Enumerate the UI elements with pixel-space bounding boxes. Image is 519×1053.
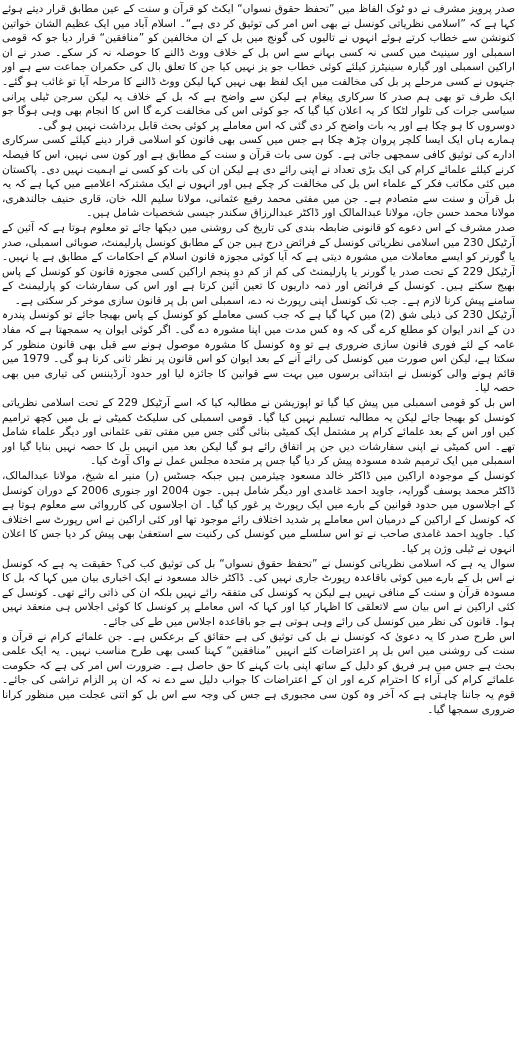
article-paragraph-6: کونسل کے موجودہ اراکین میں ڈاکٹر خالد مسعود چیئرمین ہیں جبکہ جسٹس (ر) منیر اے شیخ، مولانا عبدالمالک، ڈاکٹر محمد یوسف گورایہ، جاوید احمد غامدی اور دیگر شامل ہیں۔ جون 2004 اور جنوری 2006 کے دوران کونسل کے اجلاسوں میں حدود قوانین کے بارے میں ایک رپورٹ پر غور کیا گیا۔ ان اجلاسوں کی کارروائی سے معلوم ہوتا ہے کہ کونسل کے اراکین کے درمیان اس معاملے پر شدید اختلاف رائے موجود تھا اور کئی اراکین نے اس رپورٹ سے اختلاف کیا۔ جاوید احمد غامدی صاحب نے تو اس سلسلے میں کونسل کی رکنیت سے استعفیٰ بھی پیش کر دیا جس کا اعلان انہوں نے ٹیلی وژن پر کیا۔ xyxy=(2,470,515,555)
article-paragraph-4: آرٹیکل 230 کی ذیلی شق (2) میں کہا گیا ہے کہ جب کسی معاملے کو کونسل کے پاس بھیجا جائے تو کونسل پندرہ دن کے اندر ایوان کو مطلع کرے گی کہ وہ کس مدت میں اپنا مشورہ دے گی۔ اگر کوئی ایوان یہ سمجھتا ہے کہ مفاد عامہ کے لئے فوری قانون سازی ضروری ہے تو وہ کونسل کا مشورہ موصول ہونے سے قبل بھی قانون منظور کر سکتا ہے، لیکن اس صورت میں کونسل کی رائے آنے کے بعد ایوان کو اس قانون پر نظر ثانی کرنا ہو گی۔ 1979 میں قائم ہونے والی کونسل نے ابتدائی برسوں میں بہت سے قوانین کا جائزہ لیا اور حدود آرڈیننس کی تیاری میں بھی حصہ لیا۔ xyxy=(2,309,515,395)
article-body xyxy=(2,2,515,717)
article-paragraph-3: صدر مشرف کے اس دعوے کو قانونی ضابطہ بندی کی تاریخ کی روشنی میں دیکھا جائے تو معلوم ہوتا ہے کہ آئین کے آرٹیکل 230 میں اسلامی نظریاتی کونسل کے فرائض درج ہیں جن کے مطابق کونسل پارلیمنٹ، صوبائی اسمبلی، صدر یا گورنر کو ایسے معاملات میں مشورہ دیتی ہے کہ آیا کوئی مجوزہ قانون اسلام کے احکامات کے مطابق ہے یا نہیں۔ آرٹیکل 229 کے تحت صدر یا گورنر یا پارلیمنٹ کی کم از کم دو پنجم اراکین کسی مجوزہ قانون کو کونسل کے پاس بھیج سکتے ہیں۔ کونسل کے فرائض اور ذمہ داریوں کا تعین آئین کرتا ہے اور اس کی سفارشات کو پارلیمنٹ کے سامنے پیش کرنا لازم ہے۔ جب تک کونسل اپنی رپورٹ نہ دے، اسمبلی اس بل پر قانون سازی موخر کر سکتی ہے۔ xyxy=(2,221,515,307)
article-paragraph-7: سوال یہ ہے کہ اسلامی نظریاتی کونسل نے ”تحفظ حقوق نسواں“ بل کی توثیق کب کی؟ حقیقت یہ ہے کہ کونسل نے اس بل کے بارے میں کوئی باقاعدہ رپورٹ جاری نہیں کی۔ ڈاکٹر خالد مسعود نے ایک اخباری بیان میں کہا کہ بل کا مسودہ قرآن و سنت کے منافی نہیں ہے لیکن یہ کونسل کی متفقہ رائے نہیں بلکہ ان کی ذاتی رائے تھی۔ کونسل کے کئی اراکین نے اس بیان سے لاتعلقی کا اظہار کیا اور کہا کہ اس معاملے پر کونسل کا کوئی اجلاس ہی منعقد نہیں ہوا۔ قانون کی نظر میں کونسل کی رائے وہی ہوتی ہے جو باقاعدہ اجلاس میں طے کی جائے۔ xyxy=(2,557,515,628)
newspaper-page xyxy=(2,2,515,1051)
article-paragraph-8: اس طرح صدر کا یہ دعویٰ کہ کونسل نے بل کی توثیق کی ہے حقائق کے برعکس ہے۔ جن علمائے کرام نے قرآن و سنت کی روشنی میں اس بل پر اعتراضات کئے انہیں ”منافقین“ کہنا کسی بھی طرح مناسب نہیں۔ یہ ایک علمی بحث ہے جس میں ہر فریق کو دلیل کے ساتھ اپنی بات کہنے کا حق حاصل ہے۔ ضرورت اس امر کی ہے کہ حکومت علمائے کرام کی آراء کا احترام کرے اور ان کے اعتراضات کا جواب دلیل سے دے نہ کہ ان پر الزام تراشی کی جائے۔ قوم یہ جاننا چاہتی ہے کہ آخر وہ کون سی مجبوری ہے جس کی وجہ سے اس بل کو اتنی عجلت میں منظور کرانا ضروری سمجھا گیا۔ xyxy=(2,630,515,716)
article-paragraph-1: صدر پرویز مشرف نے دو ٹوک الفاظ میں ”تحفظ حقوق نسواں“ ایکٹ کو قرآن و سنت کے عین مطابق قرار دیتے ہوئے کہا ہے کہ ”اسلامی نظریاتی کونسل نے بھی اس امر کی توثیق کر دی ہے“۔ اسلام آباد میں ایک عظیم الشان خواتین کنونشن سے خطاب کرتے ہوئے انہوں نے تالیوں کی گونج میں بل کے ان مخالفین کو ”منافقین“ قرار دیا جو کہ قومی اسمبلی اور سینیٹ میں کسی نہ کسی بہانے سے اس بل کے خلاف ووٹ ڈالنے کا حوصلہ نہ کر سکے۔ صدر نے ان اراکین اسمبلی اور گیارہ سینیٹرز کیلئے کوئی خطاب جو یز نہیں کیا جن کا تعلق بال کی حکمران جماعت سے ہے اور جنہوں نے کسی مرحلے پر بل کی مخالفت میں ایک لفظ بھی نہیں کہا لیکن ووٹ ڈالنے کا مرحلہ آیا تو غائب ہو گئے۔ ایک طرف تو بھی ہم صدر کا سرکاری پیغام ہے لیکن سے واضح ہے کہ بل کے خلاف یہ لیکن سرجن ٹیلی پرانی سیاسی جرات کی تلوار لٹکا کر یہ اعلان کیا گیا کہ جو کوئی اس کی مخالفت کرے گا اس کا انجام بھی وہی ہوگا جو دوسروں کا ہو چکا ہے اور یہ بات واضح کر دی گئی کہ اس معاملے پر کوئی بحث قابل برداشت نہیں ہو گی۔ xyxy=(2,3,515,132)
article-paragraph-2: ہمارے ہاں ایک ایسا کلچر پروان چڑھ چکا ہے جس میں کسی بھی قانون کو اسلامی قرار دینے کیلئے کسی سرکاری ادارے کی توثیق کافی سمجھی جاتی ہے۔ کون سی بات قرآن و سنت کے مطابق ہے اور کون سی نہیں، اس کا فیصلہ کرنے کیلئے علمائے کرام کی ایک بڑی تعداد نے اپنی رائے دی ہے لیکن ان کی بات کو کسی نے اہمیت نہیں دی۔ پاکستان میں کئی مکاتب فکر کے علماء اس بل کی مخالفت کر چکے ہیں اور انہوں نے ایک مشترکہ اعلامیے میں کہا ہے کہ یہ بل قرآن و سنت سے متصادم ہے۔ جن میں مفتی محمد رفیع عثمانی، مولانا سلیم اللہ خان، قاری حنیف جالندھری، مولانا محمد حسن جان، مولانا عبدالمالک اور ڈاکٹر عبدالرزاق سکندر جیسی شخصیات شامل ہیں۔ xyxy=(2,134,515,220)
article-paragraph-5: اس بل کو قومی اسمبلی میں پیش کیا گیا تو اپوزیشن نے مطالبہ کیا کہ اسے آرٹیکل 229 کے تحت اسلامی نظریاتی کونسل کو بھیجا جائے لیکن یہ مطالبہ تسلیم نہیں کیا گیا۔ قومی اسمبلی کی سلیکٹ کمیٹی نے بل میں کچھ ترامیم کیں اور اس کے بعد علمائے کرام پر مشتمل ایک کمیٹی بنائی گئی جس میں مفتی تقی عثمانی اور دیگر علماء شامل تھے۔ اس کمیٹی نے اپنی سفارشات دیں جن پر اتفاق رائے ہو گیا لیکن بعد میں انہیں بل کا حصہ نہیں بنایا گیا اور اسمبلی میں ایک ترمیم شدہ مسودہ پیش کر دیا گیا جس پر متحدہ مجلس عمل نے واک آوٹ کیا۔ xyxy=(2,397,515,468)
